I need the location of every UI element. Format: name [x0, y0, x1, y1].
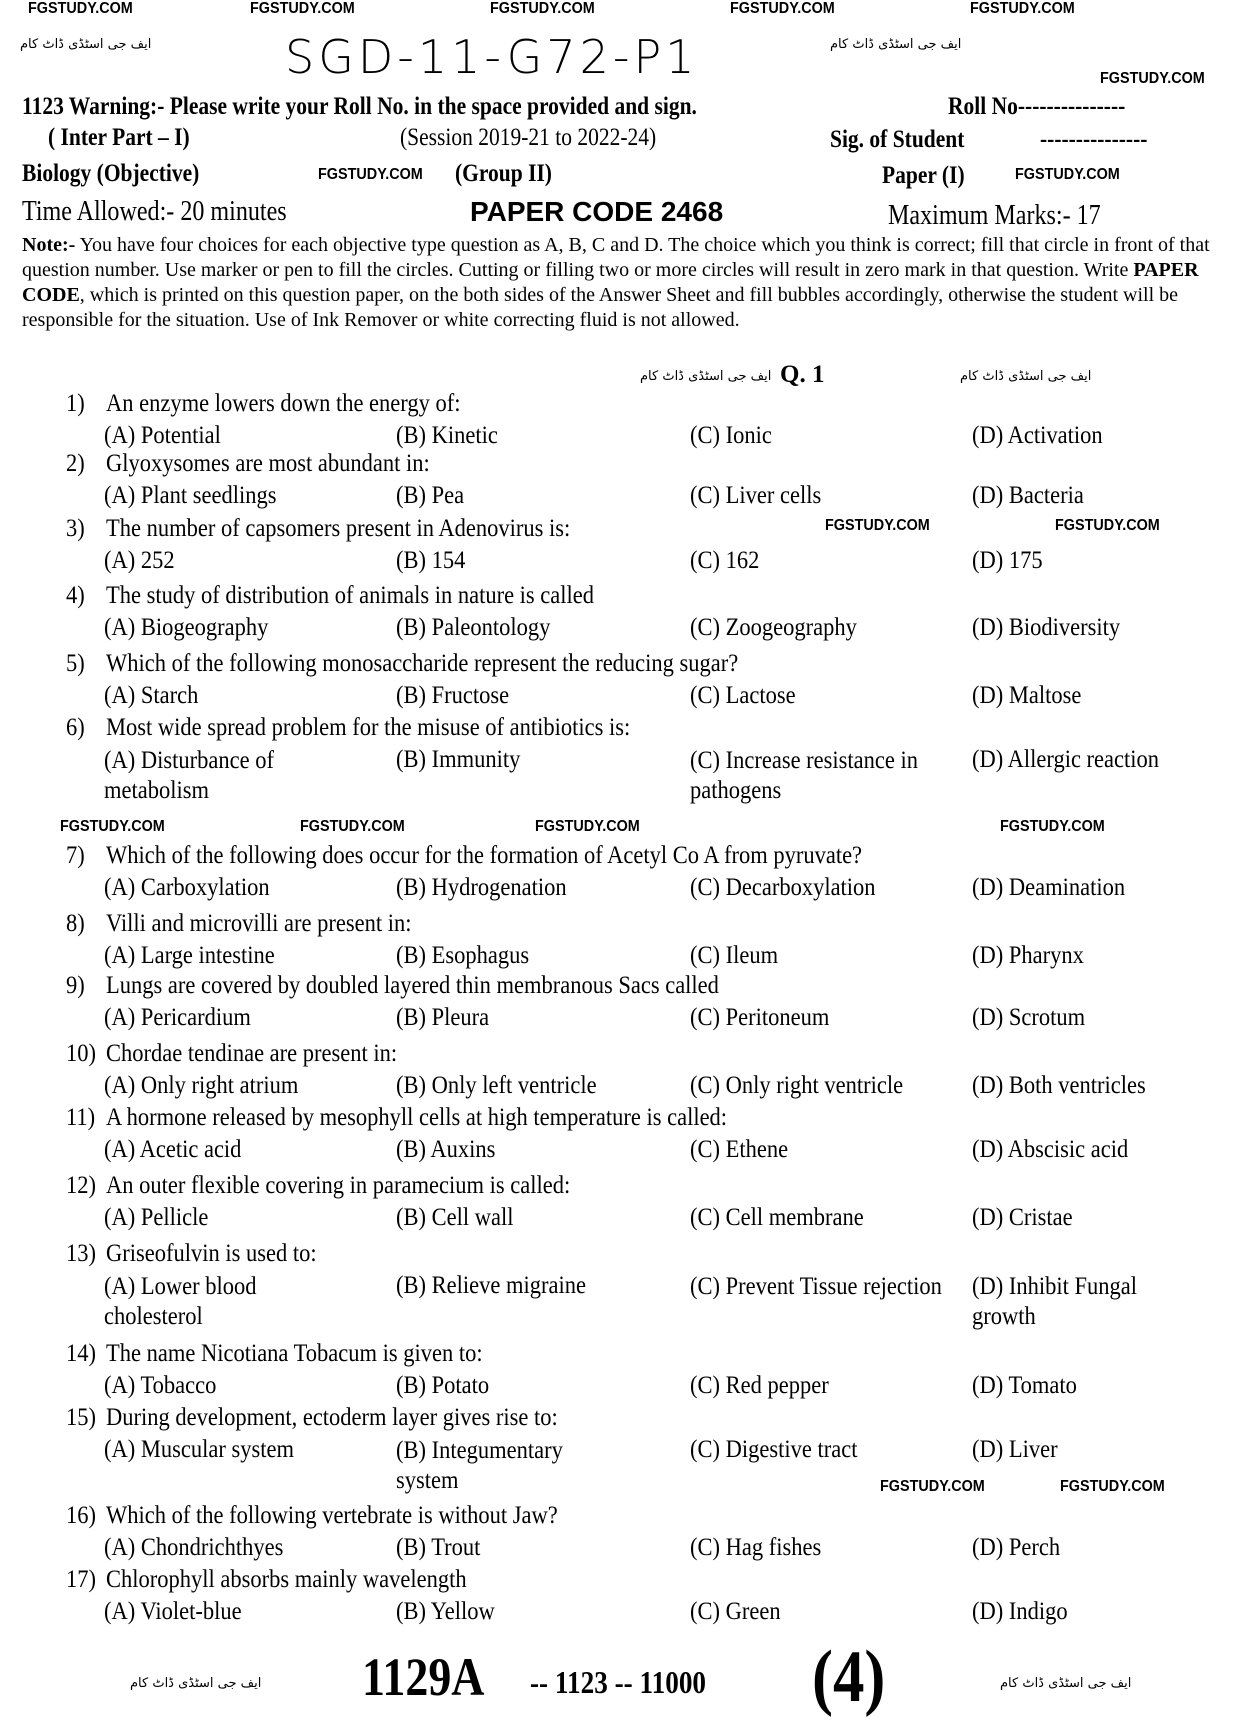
- watermark: FGSTUDY.COM: [1000, 818, 1105, 835]
- option-b[interactable]: [396, 1004, 489, 1032]
- option-b[interactable]: [396, 682, 509, 710]
- option-text: (B) Trout: [396, 1534, 481, 1561]
- question-number: 3): [66, 515, 85, 542]
- watermark: FGSTUDY.COM: [490, 0, 595, 17]
- option-b[interactable]: [396, 874, 567, 902]
- option-c[interactable]: [690, 746, 942, 806]
- option-d[interactable]: [972, 1136, 1128, 1164]
- handwritten-code: SGD-11-G72-P1: [285, 30, 699, 84]
- option-text: (B) Paleontology: [396, 614, 551, 641]
- footer-code: 1129A: [362, 1647, 485, 1707]
- option-text: (A) Acetic acid: [104, 1136, 242, 1163]
- note-text: , which is printed on this question paper, on the both sides of the Answer Sheet and fill bubbles accordingly, otherwise the student will be responsible for the situation. Use of Ink Remover or white correcting fluid is not allowed.: [22, 284, 1179, 331]
- option-c[interactable]: [690, 1372, 829, 1400]
- option-text: (B) Immunity: [396, 746, 521, 773]
- watermark: FGSTUDY.COM: [1060, 1478, 1165, 1495]
- question-text: An enzyme lowers down the energy of:: [106, 390, 461, 417]
- option-c[interactable]: [690, 422, 772, 450]
- option-b[interactable]: [396, 1136, 495, 1164]
- question-label: Q. 1: [780, 361, 825, 388]
- option-text: (B) 154: [396, 547, 466, 574]
- option-a[interactable]: [104, 874, 270, 902]
- option-d[interactable]: [972, 1534, 1060, 1562]
- option-b[interactable]: [396, 1598, 495, 1626]
- question-text: Which of the following monosaccharide represent the reducing sugar?: [106, 650, 739, 677]
- option-a[interactable]: [104, 1436, 294, 1464]
- option-c[interactable]: [690, 1272, 942, 1302]
- watermark: FGSTUDY.COM: [300, 818, 405, 835]
- option-a[interactable]: [104, 482, 276, 510]
- option-text: (A) Pellicle: [104, 1204, 209, 1231]
- option-text: (D) Abscisic acid: [972, 1136, 1129, 1163]
- option-text: (B) Potato: [396, 1372, 490, 1399]
- option-text: (C) Red pepper: [690, 1372, 829, 1399]
- option-text: (C) Decarboxylation: [690, 874, 876, 901]
- question-number: 16): [66, 1502, 96, 1529]
- question-text: Griseofulvin is used to:: [106, 1240, 317, 1267]
- urdu-watermark: ایف جی اسٹڈی ڈاٹ کام: [830, 37, 962, 52]
- note-text: You have four choices for each objective type question as A, B, C and D. The choice which you think is correct; fill that circle in front of that question number. Use marker or pen to fill the circles. Cutting or filling two or more circles will result in zero mark in that question. Write: [22, 234, 1210, 281]
- question-text: Which of the following vertebrate is without Jaw?: [106, 1502, 558, 1529]
- option-c[interactable]: [690, 1204, 864, 1232]
- option-b[interactable]: [396, 746, 520, 774]
- option-b[interactable]: [396, 547, 465, 575]
- question-text: During development, ectoderm layer gives rise to:: [106, 1404, 558, 1431]
- option-b[interactable]: [396, 942, 529, 970]
- question-number: 1): [66, 390, 85, 417]
- option-text: (B) Hydrogenation: [396, 874, 567, 901]
- option-c[interactable]: [690, 614, 857, 642]
- urdu-watermark: ایف جی اسٹڈی ڈاٹ کام: [960, 369, 1092, 384]
- question-number: 15): [66, 1404, 96, 1431]
- maximum-marks: Maximum Marks:- 17: [888, 200, 1101, 231]
- option-text: (C) Zoogeography: [690, 614, 857, 641]
- option-text: (A) Large intestine: [104, 942, 275, 969]
- watermark: FGSTUDY.COM: [318, 166, 423, 183]
- option-text: (A) Plant seedlings: [104, 482, 277, 509]
- question-number: 13): [66, 1240, 96, 1267]
- question-number: 2): [66, 450, 85, 477]
- urdu-watermark: ایف جی اسٹڈی ڈاٹ کام: [20, 37, 152, 52]
- question-text: Villi and microvilli are present in:: [106, 910, 412, 937]
- option-text: (A) Disturbance of metabolism: [104, 747, 274, 804]
- page-number: (4): [812, 1636, 886, 1718]
- urdu-watermark: ایف جی اسٹڈی ڈاٹ کام: [640, 369, 772, 384]
- question-number: 14): [66, 1340, 96, 1367]
- option-d[interactable]: [972, 1004, 1085, 1032]
- option-a[interactable]: [104, 1272, 356, 1332]
- option-text: (A) Carboxylation: [104, 874, 270, 901]
- question-number: 11): [66, 1104, 96, 1131]
- note: [22, 233, 1228, 333]
- paper-code: PAPER CODE 2468: [470, 196, 724, 227]
- option-text: (D) Liver: [972, 1436, 1058, 1463]
- option-a[interactable]: [104, 1004, 251, 1032]
- option-text: (C) Green: [690, 1598, 781, 1625]
- option-text: (B) Kinetic: [396, 422, 498, 449]
- option-b[interactable]: [396, 1204, 513, 1232]
- option-text: (A) 252: [104, 547, 175, 574]
- option-text: (C) Hag fishes: [690, 1534, 822, 1561]
- question-text: The name Nicotiana Tobacum is given to:: [106, 1340, 483, 1367]
- option-d[interactable]: [972, 1272, 1188, 1332]
- option-d[interactable]: [972, 1436, 1058, 1464]
- option-text: (B) Pleura: [396, 1004, 490, 1031]
- option-a[interactable]: [104, 1204, 208, 1232]
- option-text: (A) Violet-blue: [104, 1598, 242, 1625]
- option-text: (A) Muscular system: [104, 1436, 294, 1463]
- option-text: (D) Pharynx: [972, 942, 1084, 969]
- option-text: (B) Integumentary system: [396, 1437, 563, 1494]
- sig-line: ---------------: [1040, 126, 1148, 153]
- option-b[interactable]: [396, 1272, 586, 1300]
- option-b[interactable]: [396, 422, 498, 450]
- option-d[interactable]: [972, 746, 1159, 774]
- option-text: (C) Only right ventricle: [690, 1072, 904, 1099]
- option-text: (D) Perch: [972, 1534, 1061, 1561]
- option-a[interactable]: [104, 1372, 216, 1400]
- paper: Paper (I): [882, 162, 965, 189]
- watermark: FGSTUDY.COM: [825, 517, 930, 534]
- note-label: Note:-: [22, 234, 76, 256]
- option-d[interactable]: [972, 1072, 1146, 1100]
- option-text: (B) Only left ventricle: [396, 1072, 597, 1099]
- option-text: (B) Cell wall: [396, 1204, 514, 1231]
- urdu-watermark: ایف جی اسٹڈی ڈاٹ کام: [1000, 1676, 1132, 1691]
- question-number: 17): [66, 1566, 96, 1593]
- watermark: FGSTUDY.COM: [1015, 166, 1120, 183]
- option-text: (D) Biodiversity: [972, 614, 1121, 641]
- option-text: (A) Starch: [104, 682, 199, 709]
- option-a[interactable]: [104, 1598, 242, 1626]
- option-text: (D) Bacteria: [972, 482, 1084, 509]
- option-b[interactable]: [396, 1072, 597, 1100]
- option-text: (A) Pericardium: [104, 1004, 251, 1031]
- option-text: (D) Tomato: [972, 1372, 1077, 1399]
- option-text: (C) Ileum: [690, 942, 779, 969]
- option-d[interactable]: [972, 422, 1103, 450]
- session: (Session 2019-21 to 2022-24): [400, 124, 657, 151]
- option-text: (D) Both ventricles: [972, 1072, 1146, 1099]
- option-d[interactable]: [972, 942, 1084, 970]
- option-c[interactable]: [690, 682, 796, 710]
- option-b[interactable]: [396, 1534, 480, 1562]
- option-b[interactable]: [396, 482, 464, 510]
- option-c[interactable]: [690, 1534, 821, 1562]
- option-c[interactable]: [690, 1072, 903, 1100]
- option-text: (C) Peritoneum: [690, 1004, 830, 1031]
- option-b[interactable]: [396, 1372, 489, 1400]
- question-number: 12): [66, 1172, 96, 1199]
- sig-of-student: Sig. of Student: [830, 126, 965, 153]
- option-text: (C) Ionic: [690, 422, 772, 449]
- option-text: (C) Liver cells: [690, 482, 822, 509]
- option-d[interactable]: [972, 482, 1084, 510]
- option-text: (B) Pea: [396, 482, 465, 509]
- question-text: Chordae tendinae are present in:: [106, 1040, 398, 1067]
- option-text: (C) Cell membrane: [690, 1204, 864, 1231]
- watermark: FGSTUDY.COM: [1055, 517, 1160, 534]
- warning-line: 1123 Warning:- Please write your Roll No. in the space provided and sign.: [22, 93, 697, 120]
- watermark: FGSTUDY.COM: [1100, 70, 1205, 87]
- question-text: A hormone released by mesophyll cells at high temperature is called:: [106, 1104, 728, 1131]
- option-text: (C) Prevent Tissue rejection: [690, 1273, 942, 1300]
- option-a[interactable]: [104, 682, 198, 710]
- watermark: FGSTUDY.COM: [880, 1478, 985, 1495]
- option-text: (A) Only right atrium: [104, 1072, 299, 1099]
- option-b[interactable]: [396, 1436, 612, 1496]
- group: (Group II): [455, 160, 552, 187]
- option-d[interactable]: [972, 1204, 1073, 1232]
- question-number: 9): [66, 972, 85, 999]
- option-d[interactable]: [972, 614, 1120, 642]
- option-c[interactable]: [690, 942, 778, 970]
- option-text: (D) Indigo: [972, 1598, 1068, 1625]
- watermark: FGSTUDY.COM: [250, 0, 355, 17]
- question-text: Which of the following does occur for the formation of Acetyl Co A from pyruvate?: [106, 842, 863, 869]
- option-text: (A) Potential: [104, 422, 221, 449]
- option-text: (D) Deamination: [972, 874, 1126, 901]
- option-d[interactable]: [972, 1372, 1077, 1400]
- option-a[interactable]: [104, 422, 221, 450]
- option-text: (B) Fructose: [396, 682, 510, 709]
- option-text: (C) Increase resistance in pathogens: [690, 747, 919, 804]
- question-text: Glyoxysomes are most abundant in:: [106, 450, 430, 477]
- inter-part: ( Inter Part – I): [48, 124, 190, 151]
- option-text: (B) Relieve migraine: [396, 1272, 586, 1299]
- option-d[interactable]: [972, 1598, 1068, 1626]
- watermark: FGSTUDY.COM: [970, 0, 1075, 17]
- question-number: 5): [66, 650, 85, 677]
- subject: Biology (Objective): [22, 160, 200, 187]
- option-text: (D) Scrotum: [972, 1004, 1086, 1031]
- option-a[interactable]: [104, 1136, 241, 1164]
- option-c[interactable]: [690, 1004, 829, 1032]
- note-paper-code: PAPER CODE: [22, 259, 1199, 306]
- option-text: (A) Biogeography: [104, 614, 269, 641]
- option-c[interactable]: [690, 1598, 781, 1626]
- option-a[interactable]: [104, 547, 175, 575]
- option-text: (A) Chondrichthyes: [104, 1534, 284, 1561]
- watermark: FGSTUDY.COM: [730, 0, 835, 17]
- question-text: Chlorophyll absorbs mainly wavelength: [106, 1566, 467, 1593]
- watermark: FGSTUDY.COM: [60, 818, 165, 835]
- option-text: (B) Esophagus: [396, 942, 530, 969]
- option-c[interactable]: [690, 1136, 788, 1164]
- question-number: 4): [66, 582, 85, 609]
- option-a[interactable]: [104, 1534, 283, 1562]
- option-text: (C) Ethene: [690, 1136, 789, 1163]
- roll-no-field: Roll No---------------: [948, 93, 1126, 120]
- question-text: The number of capsomers present in Adenovirus is:: [106, 515, 571, 542]
- question-number: 8): [66, 910, 85, 937]
- option-a[interactable]: [104, 746, 356, 806]
- option-text: (B) Auxins: [396, 1136, 496, 1163]
- option-d[interactable]: [972, 547, 1043, 575]
- option-text: (B) Yellow: [396, 1598, 495, 1625]
- question-number: 7): [66, 842, 85, 869]
- option-a[interactable]: [104, 1072, 298, 1100]
- footer-numbers: -- 1123 -- 11000: [530, 1664, 707, 1700]
- option-text: (D) Activation: [972, 422, 1103, 449]
- option-text: (D) Inhibit Fungal growth: [972, 1273, 1137, 1330]
- option-text: (D) Maltose: [972, 682, 1082, 709]
- option-c[interactable]: [690, 1436, 857, 1464]
- option-a[interactable]: [104, 614, 268, 642]
- option-a[interactable]: [104, 942, 275, 970]
- option-c[interactable]: [690, 482, 821, 510]
- option-text: (A) Lower blood cholesterol: [104, 1273, 257, 1330]
- option-text: (C) Lactose: [690, 682, 796, 709]
- option-b[interactable]: [396, 614, 550, 642]
- option-text: (D) Cristae: [972, 1204, 1073, 1231]
- time-allowed: Time Allowed:- 20 minutes: [22, 196, 287, 227]
- option-text: (D) 175: [972, 547, 1043, 574]
- question-text: Lungs are covered by doubled layered thin membranous Sacs called: [106, 972, 719, 999]
- question-text: Most wide spread problem for the misuse of antibiotics is:: [106, 714, 631, 741]
- option-text: (C) 162: [690, 547, 760, 574]
- option-text: (D) Allergic reaction: [972, 746, 1160, 773]
- watermark: FGSTUDY.COM: [535, 818, 640, 835]
- question-number: 10): [66, 1040, 96, 1067]
- question-number: 6): [66, 714, 85, 741]
- question-text: The study of distribution of animals in nature is called: [106, 582, 595, 609]
- option-text: (A) Tobacco: [104, 1372, 217, 1399]
- question-text: An outer flexible covering in paramecium is called:: [106, 1172, 571, 1199]
- option-d[interactable]: [972, 682, 1081, 710]
- watermark: FGSTUDY.COM: [28, 0, 133, 17]
- option-text: (C) Digestive tract: [690, 1436, 858, 1463]
- urdu-watermark: ایف جی اسٹڈی ڈاٹ کام: [130, 1676, 262, 1691]
- option-c[interactable]: [690, 874, 876, 902]
- option-d[interactable]: [972, 874, 1125, 902]
- option-c[interactable]: [690, 547, 759, 575]
